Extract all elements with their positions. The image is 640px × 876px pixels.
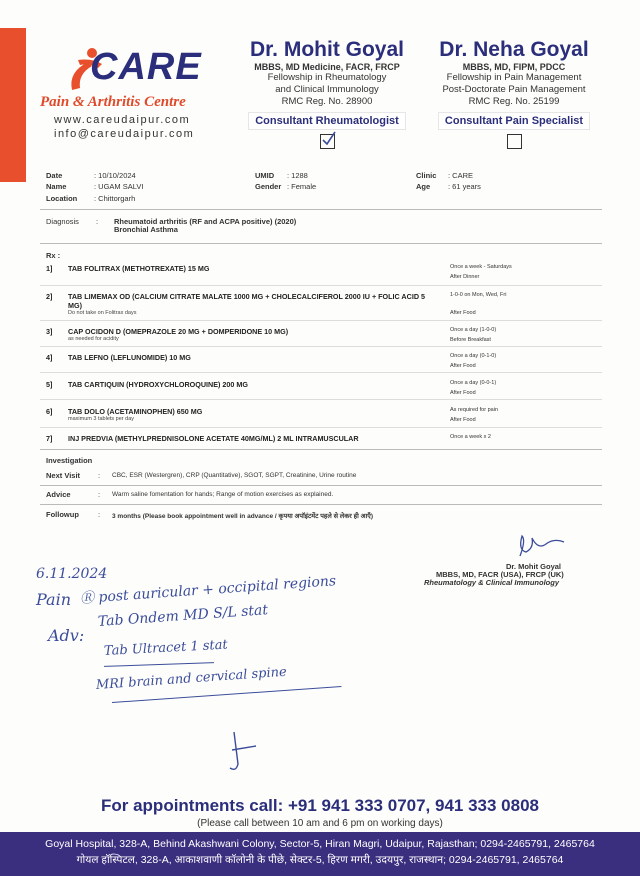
handwritten-underline: [104, 662, 214, 667]
rx-drug: TAB LIMEMAX OD (CALCIUM CITRATE MALATE 1000 MG + CHOLECALCIFEROL 2000 IU + FOLIC ACID 5 MG): [68, 292, 425, 310]
handwritten-pain-text: Ⓡ post auricular + occipital regions: [79, 573, 337, 607]
divider: [40, 399, 602, 400]
clinic-email[interactable]: info@careudaipur.com: [54, 128, 195, 140]
name-value: : UGAM SALVI: [94, 182, 144, 191]
investigation-label: Investigation: [46, 456, 93, 465]
gender-label: Gender: [255, 182, 282, 191]
rx-frequency: As required for pain: [450, 407, 498, 413]
rx-drug: TAB CARTIQUIN (HYDROXYCHLOROQUINE) 200 MG: [68, 380, 248, 389]
doctor-1-fellowship-2: and Clinical Immunology: [275, 84, 379, 95]
rx-timing: After Food: [450, 310, 476, 316]
name-label: Name: [46, 182, 67, 191]
divider: [40, 243, 602, 244]
rx-drug: TAB FOLITRAX (METHOTREXATE) 15 MG: [68, 264, 210, 273]
rx-timing: After Food: [450, 417, 476, 423]
rx-note: maximum 3 tablets per day: [68, 416, 135, 422]
rx-timing: After Food: [450, 390, 476, 396]
rx-number: 5]: [46, 380, 53, 389]
rx-number: 7]: [46, 434, 53, 443]
doctor-2-reg: RMC Reg. No. 25199: [468, 96, 560, 107]
rx-note: Do not take on Folitrax days: [68, 310, 137, 316]
doctor-2-degrees: MBBS, MD, FIPM, PDCC: [462, 62, 566, 72]
advice-sep: :: [98, 490, 101, 499]
followup-value: 3 months (Please book appointment well in advance / कृपया अपॉइंटमेंट पहले से लेकर ही आएँ): [112, 513, 373, 520]
diagnosis-label: Diagnosis: [46, 217, 79, 226]
rx-drug: TAB LEFNO (LEFLUNOMIDE) 10 MG: [68, 353, 191, 362]
address-english: Goyal Hospital, 328-A, Behind Akashwani Colony, Sector-5, Hiran Magri, Udaipur, Rajasthan; 0294-2465791, 2465764: [45, 838, 595, 850]
location-label: Location: [46, 194, 78, 203]
doctor-1-name: Dr. Mohit Goyal: [249, 38, 404, 61]
doctor-1-block: [232, 38, 422, 149]
advice-value: Warm saline fomentation for hands; Range of motion exercises as explained.: [112, 491, 334, 498]
advice-label: Advice: [46, 490, 71, 499]
followup-sep: :: [98, 510, 101, 519]
doctor-2-block: [422, 38, 606, 149]
rx-timing: Before Breakfast: [450, 337, 491, 343]
umid-label: UMID: [255, 171, 275, 180]
divider: [40, 427, 602, 428]
appointment-call: For appointments call: +91 941 333 0707, 941 333 0808: [100, 796, 539, 815]
clinic-value: : CARE: [448, 171, 474, 180]
signature-scribble-icon: [512, 530, 572, 562]
doctor-2-checkbox[interactable]: [507, 134, 522, 149]
divider: [40, 209, 602, 210]
handwritten-advice-2: Tab Ultracet 1 stat: [103, 637, 229, 659]
age-value: : 61 years: [448, 182, 481, 191]
rx-frequency: Once a day (0-1-0): [450, 353, 497, 359]
rx-number: 4]: [46, 353, 53, 362]
clinic-website[interactable]: www.careudaipur.com: [54, 114, 191, 126]
next-visit-value: CBC, ESR (Westergren), CRP (Quantitative), SGOT, SGPT, Creatinine, Urine routine: [112, 472, 357, 479]
doctor-1-checkbox[interactable]: [320, 134, 335, 149]
diagnosis-sep: :: [96, 217, 99, 226]
next-visit-label: Next Visit: [46, 471, 81, 480]
doctor-2-fellowship-1: Fellowship in Pain Management: [446, 72, 582, 83]
brand-side-bar: [0, 28, 26, 182]
signature-name: Dr. Mohit Goyal: [506, 562, 562, 571]
rx-frequency: Once a week - Saturdays: [450, 264, 512, 270]
rx-timing: After Food: [450, 363, 476, 369]
patient-date-field: [46, 171, 136, 180]
patient-clinic-field: [416, 171, 473, 180]
doctor-1-role: Consultant Rheumatologist: [248, 112, 406, 130]
diagnosis-line-2: Bronchial Asthma: [114, 225, 178, 234]
rx-number: 2]: [46, 292, 53, 301]
date-value: : 10/10/2024: [94, 171, 136, 180]
rx-frequency: Once a week x 2: [450, 434, 491, 440]
patient-age-field: [416, 182, 481, 191]
patient-name-field: [46, 182, 143, 191]
rx-label: Rx :: [46, 251, 61, 260]
appointment-hours: (Please call between 10 am and 6 pm on working days): [197, 818, 443, 829]
rx-number: 6]: [46, 407, 53, 416]
rx-drug: CAP OCIDON D (OMEPRAZOLE 20 MG + DOMPERIDONE 10 MG): [68, 327, 289, 336]
divider: [40, 485, 602, 486]
doctor-2-fellowship-2: Post-Doctorate Pain Management: [442, 84, 586, 95]
logo-text: CARE: [90, 46, 202, 88]
footer-address-bar: [0, 832, 640, 876]
doctor-1-reg: RMC Reg. No. 28900: [281, 96, 373, 107]
divider: [40, 285, 602, 286]
doctor-1-degrees: MBBS, MD Medicine, FACR, FRCP: [254, 62, 400, 72]
checkmark-icon: [321, 131, 337, 147]
patient-location-field: [46, 194, 135, 203]
handwritten-advice-label: Adv:: [48, 626, 85, 645]
handwritten-advice-1: Tab Ondem MD S/L stat: [97, 602, 269, 630]
doctor-2-role: Consultant Pain Specialist: [438, 112, 590, 130]
address-hindi: गोयल हॉस्पिटल, 328-A, आकाशवाणी कॉलोनी के पीछे, सेक्टर-5, हिरण मगरी, उदयपुर, राजस्थान; 0294-2465791, 2465764: [76, 854, 564, 866]
patient-umid-field: [255, 171, 308, 180]
doctor-2-name: Dr. Neha Goyal: [439, 38, 589, 61]
rx-drug: TAB DOLO (ACETAMINOPHEN) 650 MG: [68, 407, 203, 416]
doctor-1-fellowship-1: Fellowship in Rheumatology: [267, 72, 387, 83]
signature-degrees: MBBS, MD, FACR (USA), FRCP (UK): [436, 570, 564, 579]
date-label: Date: [46, 171, 63, 180]
rx-frequency: 1-0-0 on Mon, Wed, Fri: [450, 292, 507, 298]
next-visit-sep: :: [98, 471, 101, 480]
divider: [40, 372, 602, 373]
rx-frequency: Once a day (0-0-1): [450, 380, 497, 386]
diagnosis-line-1: Rheumatoid arthritis (RF and ACPA positive) (2020): [114, 217, 297, 226]
signature-specialty: Rheumatology & Clinical Immunology: [424, 578, 560, 587]
divider: [40, 504, 602, 505]
followup-label: Followup: [46, 510, 79, 519]
clinic-subtitle: Pain & Arthritis Centre: [40, 94, 186, 110]
rx-number: 1]: [46, 264, 53, 273]
handwritten-date: 6.11.2024: [36, 566, 108, 582]
rx-number: 3]: [46, 327, 53, 336]
divider: [40, 449, 602, 450]
rx-note: as needed for acidity: [68, 336, 119, 342]
rx-timing: After Dinner: [450, 274, 480, 280]
handwritten-pain-label: Pain: [36, 590, 72, 609]
rx-frequency: Once a day (1-0-0): [450, 327, 497, 333]
gender-value: : Female: [287, 182, 317, 191]
divider: [40, 346, 602, 347]
handwritten-advice-3: MRI brain and cervical spine: [95, 664, 288, 693]
age-label: Age: [416, 182, 431, 191]
location-value: : Chittorgarh: [94, 194, 136, 203]
rx-drug: INJ PREDVIA (METHYLPREDNISOLONE ACETATE 40MG/ML) 2 ML INTRAMUSCULAR: [68, 434, 359, 443]
clinic-label: Clinic: [416, 171, 437, 180]
umid-value: : 1288: [287, 171, 308, 180]
patient-gender-field: [255, 182, 316, 191]
handwritten-initial-icon: [224, 728, 264, 774]
divider: [40, 320, 602, 321]
